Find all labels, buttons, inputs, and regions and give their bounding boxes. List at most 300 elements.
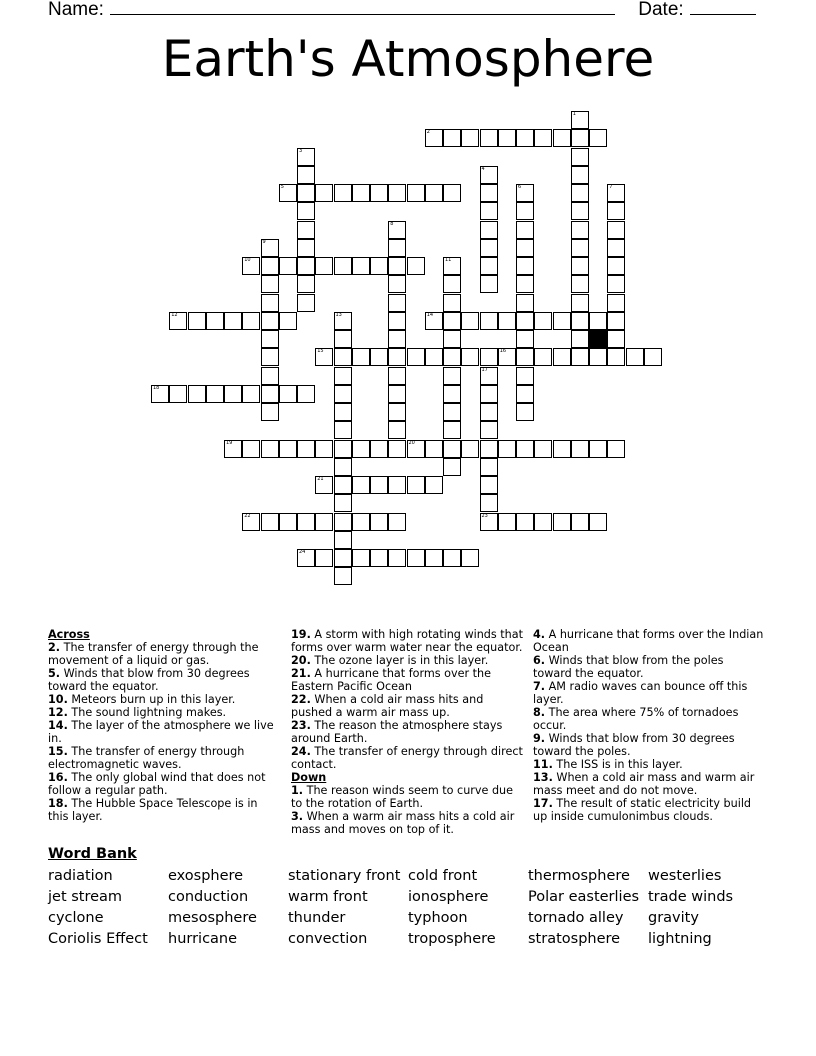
grid-cell[interactable] (480, 202, 498, 220)
grid-cell[interactable] (571, 184, 589, 202)
grid-cell[interactable] (297, 184, 315, 202)
grid-cell[interactable] (571, 348, 589, 366)
cell-number: 18 (153, 384, 160, 391)
grid-cell[interactable] (607, 348, 625, 366)
across-clue (291, 719, 523, 745)
grid-cell[interactable] (571, 221, 589, 239)
clue-text: The ozone layer is in this layer. (314, 654, 489, 667)
grid-cell[interactable] (571, 111, 589, 129)
grid-cell[interactable] (443, 440, 461, 458)
grid-cell[interactable] (279, 184, 297, 202)
grid-cell[interactable] (571, 166, 589, 184)
clue-text: A storm with high rotating winds that forms over warm water near the equator. (291, 628, 523, 654)
grid-cell[interactable] (297, 202, 315, 220)
grid-cell[interactable] (553, 348, 571, 366)
grid-cell[interactable] (261, 348, 279, 366)
grid-cell[interactable] (516, 239, 534, 257)
grid-cell[interactable] (334, 476, 352, 494)
grid-cell[interactable] (443, 312, 461, 330)
grid-cell[interactable] (571, 275, 589, 293)
grid-cell[interactable] (370, 476, 388, 494)
grid-cell[interactable] (516, 275, 534, 293)
word-bank-item: cyclone (48, 910, 104, 926)
grid-cell[interactable] (279, 513, 297, 531)
down-clue (533, 680, 765, 706)
grid-cell[interactable] (334, 348, 352, 366)
clue-number: 14. (48, 719, 68, 732)
grid-cell[interactable] (279, 312, 297, 330)
grid-cell[interactable] (480, 494, 498, 512)
grid-cell[interactable] (151, 385, 169, 403)
grid-cell[interactable] (388, 367, 406, 385)
clue-number: 23. (291, 719, 311, 732)
grid-cell[interactable] (334, 567, 352, 585)
clue-number: 11. (533, 758, 553, 771)
grid-cell[interactable] (388, 440, 406, 458)
grid-cell[interactable] (334, 458, 352, 476)
grid-cell[interactable] (407, 184, 425, 202)
grid-cell[interactable] (352, 513, 370, 531)
grid-cell[interactable] (607, 202, 625, 220)
grid-cell[interactable] (516, 294, 534, 312)
grid-cell[interactable] (516, 221, 534, 239)
grid-cell[interactable] (571, 294, 589, 312)
grid-cell[interactable] (242, 257, 260, 275)
grid-cell[interactable] (206, 385, 224, 403)
grid-cell[interactable] (334, 549, 352, 567)
clue-text: The Hubble Space Telescope is in this layer. (48, 797, 258, 823)
cell-number: 3 (299, 147, 303, 154)
grid-cell[interactable] (297, 513, 315, 531)
grid-cell[interactable] (480, 166, 498, 184)
word-bank-item: thunder (288, 910, 346, 926)
clue-number: 18. (48, 797, 68, 810)
grid-cell[interactable] (443, 129, 461, 147)
word-bank-item: conduction (168, 889, 249, 905)
word-bank (48, 868, 768, 947)
grid-cell[interactable] (480, 403, 498, 421)
across-clue (48, 719, 280, 745)
grid-cell[interactable] (242, 440, 260, 458)
grid-cell[interactable] (443, 367, 461, 385)
down-clue (533, 797, 765, 823)
grid-cell[interactable] (261, 312, 279, 330)
cell-number: 12 (171, 311, 178, 318)
grid-cell[interactable] (407, 476, 425, 494)
grid-cell[interactable] (334, 531, 352, 549)
grid-cell[interactable] (425, 476, 443, 494)
grid-cell[interactable] (242, 513, 260, 531)
grid-cell[interactable] (516, 129, 534, 147)
grid-cell[interactable] (388, 421, 406, 439)
grid-cell[interactable] (443, 294, 461, 312)
grid-cell[interactable] (388, 312, 406, 330)
grid-cell[interactable] (425, 348, 443, 366)
grid-cell[interactable] (534, 312, 552, 330)
grid-cell[interactable] (297, 257, 315, 275)
clue-number: 17. (533, 797, 553, 810)
grid-cell[interactable] (461, 440, 479, 458)
grid-cell[interactable] (407, 257, 425, 275)
grid-cell[interactable] (334, 440, 352, 458)
cell-number: 20 (408, 439, 415, 446)
grid-cell[interactable] (607, 239, 625, 257)
grid-cell[interactable] (553, 513, 571, 531)
grid-cell[interactable] (334, 421, 352, 439)
grid-cell[interactable] (297, 275, 315, 293)
grid-cell[interactable] (261, 239, 279, 257)
clue-text: When a cold air mass hits and pushed a warm air mass up. (291, 693, 484, 719)
grid-cell[interactable] (315, 257, 333, 275)
cell-number: 8 (390, 220, 394, 227)
grid-cell[interactable] (279, 257, 297, 275)
cell-number: 16 (499, 348, 507, 355)
grid-cell[interactable] (443, 330, 461, 348)
grid-cell[interactable] (498, 348, 516, 366)
grid-cell[interactable] (516, 513, 534, 531)
grid-cell[interactable] (443, 385, 461, 403)
grid-cell[interactable] (607, 440, 625, 458)
grid-cell[interactable] (425, 129, 443, 147)
word-bank-item: thermosphere (528, 868, 630, 884)
grid-cell[interactable] (516, 184, 534, 202)
grid-cell[interactable] (370, 549, 388, 567)
grid-cell[interactable] (571, 202, 589, 220)
grid-cell[interactable] (279, 385, 297, 403)
grid-cell[interactable] (589, 312, 607, 330)
grid-cell[interactable] (480, 348, 498, 366)
grid-cell[interactable] (443, 458, 461, 476)
grid-cell[interactable] (480, 239, 498, 257)
down-clue (291, 810, 523, 836)
cell-number: 2 (426, 129, 430, 136)
word-bank-item: trade winds (648, 889, 734, 905)
grid-cell[interactable] (388, 239, 406, 257)
grid-cell[interactable] (443, 403, 461, 421)
cell-number: 7 (609, 184, 613, 190)
grid-cell[interactable] (480, 184, 498, 202)
grid-cell[interactable] (388, 294, 406, 312)
grid-cell[interactable] (534, 129, 552, 147)
grid-cell[interactable] (224, 385, 242, 403)
grid-cell[interactable] (443, 549, 461, 567)
cell-number: 22 (244, 512, 251, 519)
grid-cell[interactable] (261, 367, 279, 385)
clue-number: 5. (48, 667, 61, 680)
grid-cell[interactable] (480, 476, 498, 494)
grid-cell[interactable] (443, 275, 461, 293)
grid-cell[interactable] (297, 148, 315, 166)
grid-cell[interactable] (315, 513, 333, 531)
down-clue (291, 784, 523, 810)
grid-cell[interactable] (334, 184, 352, 202)
grid-cell[interactable] (407, 348, 425, 366)
grid-cell[interactable] (480, 421, 498, 439)
grid-cell[interactable] (315, 348, 333, 366)
grid-cell[interactable] (626, 348, 644, 366)
grid-cell[interactable] (516, 440, 534, 458)
clue-text: The reason the atmosphere stays around Earth. (291, 719, 503, 745)
word-bank-item: convection (288, 931, 368, 947)
grid-cell[interactable] (261, 440, 279, 458)
cell-number: 6 (518, 184, 522, 190)
grid-cell[interactable] (334, 330, 352, 348)
grid-cell[interactable] (388, 330, 406, 348)
grid-cell[interactable] (516, 403, 534, 421)
grid-cell[interactable] (370, 348, 388, 366)
grid-cell[interactable] (242, 385, 260, 403)
grid-cell[interactable] (571, 148, 589, 166)
grid-cell[interactable] (589, 129, 607, 147)
clue-number: 13. (533, 771, 553, 784)
grid-cell[interactable] (607, 330, 625, 348)
grid-cell[interactable] (242, 312, 260, 330)
clue-number: 10. (48, 693, 68, 706)
grid-cell[interactable] (407, 440, 425, 458)
cell-number: 9 (262, 238, 266, 245)
grid-cell[interactable] (461, 549, 479, 567)
grid-cell[interactable] (261, 385, 279, 403)
down-clue (533, 654, 765, 680)
word-bank-item: lightning (648, 931, 712, 947)
clue-number: 21. (291, 667, 311, 680)
grid-cell[interactable] (480, 458, 498, 476)
grid-cell[interactable] (370, 184, 388, 202)
grid-cell[interactable] (534, 440, 552, 458)
grid-cell[interactable] (461, 348, 479, 366)
grid-cell[interactable] (571, 239, 589, 257)
clue-text: Winds that blow from the poles toward the equator. (533, 654, 724, 680)
grid-cell[interactable] (352, 257, 370, 275)
grid-cell[interactable] (352, 549, 370, 567)
down-clue (533, 771, 765, 797)
across-clue (291, 654, 523, 667)
clue-column-2 (291, 628, 523, 836)
grid-cell[interactable] (261, 403, 279, 421)
grid-cell[interactable] (388, 275, 406, 293)
word-bank-item: mesosphere (168, 910, 257, 926)
grid-cell[interactable] (188, 312, 206, 330)
clue-number: 8. (533, 706, 546, 719)
grid-cell[interactable] (261, 294, 279, 312)
name-label: Name: (48, 0, 104, 20)
grid-cell[interactable] (443, 421, 461, 439)
grid-cell[interactable] (480, 257, 498, 275)
grid-cell[interactable] (297, 549, 315, 567)
clue-number: 16. (48, 771, 68, 784)
grid-cell[interactable] (388, 385, 406, 403)
grid-cell[interactable] (498, 129, 516, 147)
grid-cell[interactable] (407, 549, 425, 567)
grid-cell[interactable] (607, 184, 625, 202)
grid-cell[interactable] (279, 440, 297, 458)
grid-cell[interactable] (607, 257, 625, 275)
grid-cell[interactable] (388, 476, 406, 494)
grid-cell[interactable] (352, 348, 370, 366)
across-clue (48, 745, 280, 771)
grid-cell[interactable] (644, 348, 662, 366)
grid-cell[interactable] (224, 440, 242, 458)
grid-cell[interactable] (480, 275, 498, 293)
grid-cell[interactable] (352, 476, 370, 494)
grid-cell[interactable] (388, 348, 406, 366)
grid-cell[interactable] (480, 440, 498, 458)
grid-cell[interactable] (297, 385, 315, 403)
grid-cell[interactable] (443, 348, 461, 366)
clue-number: 12. (48, 706, 68, 719)
grid-cell[interactable] (334, 385, 352, 403)
down-heading: Down (291, 771, 327, 784)
grid-cell[interactable] (315, 476, 333, 494)
grid-cell[interactable] (334, 257, 352, 275)
across-clue (48, 667, 280, 693)
grid-cell[interactable] (388, 403, 406, 421)
grid-cell[interactable] (516, 348, 534, 366)
grid-cell[interactable] (480, 129, 498, 147)
word-bank-item: jet stream (48, 889, 123, 905)
grid-cell[interactable] (370, 440, 388, 458)
grid-cell[interactable] (607, 275, 625, 293)
grid-cell[interactable] (571, 330, 589, 348)
down-clue (533, 732, 765, 758)
clue-number: 3. (291, 810, 304, 823)
grid-cell[interactable] (553, 312, 571, 330)
grid-cell[interactable] (425, 312, 443, 330)
grid-cell[interactable] (516, 367, 534, 385)
grid-cell[interactable] (334, 312, 352, 330)
grid-cell[interactable] (425, 440, 443, 458)
black-square (589, 330, 607, 348)
grid-cell[interactable] (297, 166, 315, 184)
grid-cell[interactable] (461, 129, 479, 147)
grid-cell[interactable] (516, 312, 534, 330)
grid-cell[interactable] (352, 440, 370, 458)
grid-cell[interactable] (534, 513, 552, 531)
grid-cell[interactable] (571, 513, 589, 531)
clue-text: The transfer of energy through electromagnetic waves. (48, 745, 245, 771)
grid-cell[interactable] (297, 294, 315, 312)
grid-cell[interactable] (261, 330, 279, 348)
grid-cell[interactable] (516, 257, 534, 275)
grid-cell[interactable] (589, 513, 607, 531)
date-label: Date: (638, 0, 684, 20)
grid-cell[interactable] (334, 403, 352, 421)
grid-cell[interactable] (571, 312, 589, 330)
grid-cell[interactable] (315, 440, 333, 458)
grid-cell[interactable] (261, 513, 279, 531)
grid-cell[interactable] (461, 312, 479, 330)
grid-cell[interactable] (224, 312, 242, 330)
cell-number: 13 (335, 311, 342, 318)
grid-cell[interactable] (388, 257, 406, 275)
grid-cell[interactable] (443, 184, 461, 202)
grid-cell[interactable] (388, 549, 406, 567)
grid-cell[interactable] (370, 513, 388, 531)
grid-cell[interactable] (516, 330, 534, 348)
grid-cell[interactable] (334, 494, 352, 512)
word-bank-item: tornado alley (528, 910, 624, 926)
grid-cell[interactable] (261, 257, 279, 275)
cell-number: 21 (317, 476, 324, 482)
cell-number: 14 (426, 311, 434, 318)
grid-cell[interactable] (607, 312, 625, 330)
clue-text: The sound lightning makes. (71, 706, 227, 719)
grid-cell[interactable] (297, 440, 315, 458)
grid-cell[interactable] (516, 385, 534, 403)
grid-cell[interactable] (315, 549, 333, 567)
grid-cell[interactable] (315, 184, 333, 202)
cell-number: 17 (481, 366, 488, 373)
grid-cell[interactable] (334, 367, 352, 385)
grid-cell[interactable] (425, 549, 443, 567)
grid-cell[interactable] (553, 440, 571, 458)
grid-cell[interactable] (261, 275, 279, 293)
grid-cell[interactable] (388, 221, 406, 239)
grid-cell[interactable] (480, 221, 498, 239)
word-bank-item: exosphere (168, 868, 244, 884)
grid-cell[interactable] (480, 312, 498, 330)
grid-cell[interactable] (480, 367, 498, 385)
grid-cell[interactable] (443, 257, 461, 275)
down-clue (533, 628, 765, 654)
grid-cell[interactable] (534, 348, 552, 366)
grid-cell[interactable] (297, 239, 315, 257)
across-clue (48, 771, 280, 797)
grid-cell[interactable] (607, 221, 625, 239)
grid-cell[interactable] (480, 513, 498, 531)
grid-cell[interactable] (589, 440, 607, 458)
grid-cell[interactable] (498, 312, 516, 330)
clue-text: When a cold air mass and warm air mass meet and do not move. (533, 771, 755, 797)
grid-cell[interactable] (334, 513, 352, 531)
grid-cell[interactable] (571, 440, 589, 458)
clue-text: Winds that blow from 30 degrees toward the equator. (48, 667, 250, 693)
grid-cell[interactable] (169, 312, 187, 330)
word-bank-item: hurricane (168, 931, 238, 947)
grid-cell[interactable] (571, 257, 589, 275)
grid-cell[interactable] (425, 184, 443, 202)
grid-cell[interactable] (571, 129, 589, 147)
grid-cell[interactable] (607, 294, 625, 312)
grid-cell[interactable] (388, 513, 406, 531)
grid-cell[interactable] (169, 385, 187, 403)
grid-cell[interactable] (553, 129, 571, 147)
cell-number: 4 (481, 165, 485, 172)
clue-text: AM radio waves can bounce off this layer. (533, 680, 748, 706)
clue-text: When a warm air mass hits a cold air mass and moves on top of it. (291, 810, 515, 836)
across-clue (48, 641, 280, 667)
grid-cell[interactable] (370, 257, 388, 275)
clue-text: A hurricane that forms over the Eastern Pacific Ocean (291, 667, 492, 693)
clue-text: The transfer of energy through direct contact. (291, 745, 523, 771)
grid-cell[interactable] (498, 513, 516, 531)
clue-text: Meteors burn up in this layer. (71, 693, 236, 706)
grid-cell[interactable] (297, 221, 315, 239)
grid-cell[interactable] (480, 385, 498, 403)
word-bank-item: warm front (288, 889, 368, 905)
grid-cell[interactable] (388, 184, 406, 202)
grid-cell[interactable] (352, 184, 370, 202)
clue-number: 24. (291, 745, 311, 758)
across-clue (291, 745, 523, 771)
grid-cell[interactable] (516, 202, 534, 220)
grid-cell[interactable] (206, 312, 224, 330)
grid-cell[interactable] (188, 385, 206, 403)
across-clue (48, 706, 280, 719)
grid-cell[interactable] (589, 348, 607, 366)
grid-cell[interactable] (498, 440, 516, 458)
clue-number: 22. (291, 693, 311, 706)
